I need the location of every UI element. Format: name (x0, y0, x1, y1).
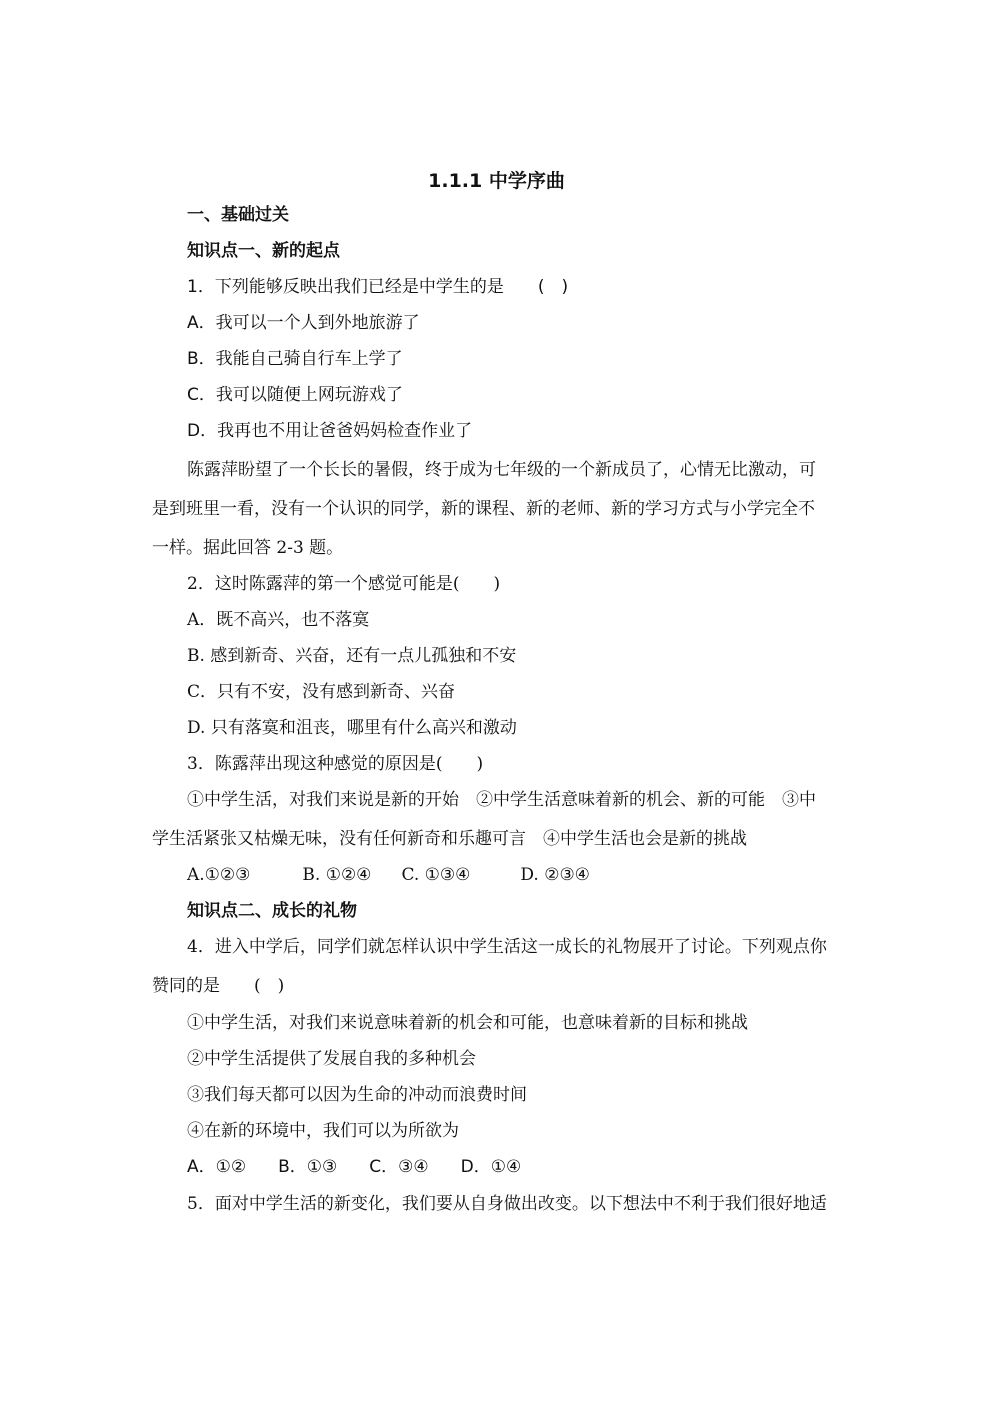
question-3-statements-line-1: ①中学生活，对我们来说是新的开始 ②中学生活意味着新的机会、新的可能 ③中 (187, 790, 816, 810)
question-2-option-a: A．既不高兴，也不落寞 (187, 610, 370, 630)
section-heading: 一、基础过关 (187, 205, 289, 225)
question-1-option-b: B．我能自己骑自行车上学了 (187, 349, 403, 369)
passage-line-3: 一样。据此回答 2-3 题。 (152, 538, 344, 558)
question-3-option-d: D. ②③④ (520, 865, 590, 885)
question-1-option-d: D．我再也不用让爸爸妈妈检查作业了 (187, 421, 473, 441)
passage-line-1: 陈露萍盼望了一个长长的暑假，终于成为七年级的一个新成员了，心情无比激动，可 (187, 460, 816, 480)
question-4-option-a: A．①② (187, 1157, 247, 1177)
question-4-stem-line-1: 4．进入中学后，同学们就怎样认识中学生活这一成长的礼物展开了讨论。下列观点你 (187, 937, 827, 957)
question-2-option-c: C．只有不安，没有感到新奇、兴奋 (187, 682, 456, 702)
question-3-statements-line-2: 学生活紧张又枯燥无味，没有任何新奇和乐趣可言 ④中学生活也会是新的挑战 (152, 829, 747, 849)
question-3-option-a: A.①②③ (187, 865, 251, 885)
question-3-stem: 3．陈露萍出现这种感觉的原因是( ) (187, 754, 484, 774)
question-4-statement-4: ④在新的环境中，我们可以为所欲为 (187, 1121, 459, 1141)
question-4-statement-3: ③我们每天都可以因为生命的冲动而浪费时间 (187, 1085, 527, 1105)
question-4-stem-line-2: 赞同的是 ( ) (152, 976, 285, 996)
question-2-option-d: D. 只有落寞和沮丧，哪里有什么高兴和激动 (187, 718, 517, 738)
page-title: 1.1.1 中学序曲 (428, 170, 565, 192)
knowledge-point-1-heading: 知识点一、新的起点 (187, 241, 340, 261)
question-4-option-c: C．③④ (369, 1157, 429, 1177)
knowledge-point-2-heading: 知识点二、成长的礼物 (187, 901, 357, 921)
question-1-stem: 1．下列能够反映出我们已经是中学生的是 ( ) (187, 277, 569, 297)
question-4-option-d: D．①④ (460, 1157, 522, 1177)
question-4-options (187, 1156, 521, 1178)
passage-line-2: 是到班里一看，没有一个认识的同学，新的课程、新的老师、新的学习方式与小学完全不 (152, 499, 815, 519)
question-2-stem: 2．这时陈露萍的第一个感觉可能是( ) (187, 574, 501, 594)
question-3-option-c: C. ①③④ (401, 865, 471, 885)
question-4-option-b: B．①③ (278, 1157, 338, 1177)
question-1-option-a: A．我可以一个人到外地旅游了 (187, 313, 420, 333)
question-4-statement-2: ②中学生活提供了发展自我的多种机会 (187, 1049, 476, 1069)
question-1-option-c: C．我可以随便上网玩游戏了 (187, 385, 403, 405)
question-4-statement-1: ①中学生活，对我们来说意味着新的机会和可能，也意味着新的目标和挑战 (187, 1013, 748, 1033)
question-3-options (187, 864, 590, 886)
question-3-option-b: B. ①②④ (302, 865, 372, 885)
question-2-option-b: B. 感到新奇、兴奋，还有一点儿孤独和不安 (187, 646, 517, 666)
question-5-stem-line-1: 5．面对中学生活的新变化，我们要从自身做出改变。以下想法中不利于我们很好地适 (187, 1194, 827, 1214)
